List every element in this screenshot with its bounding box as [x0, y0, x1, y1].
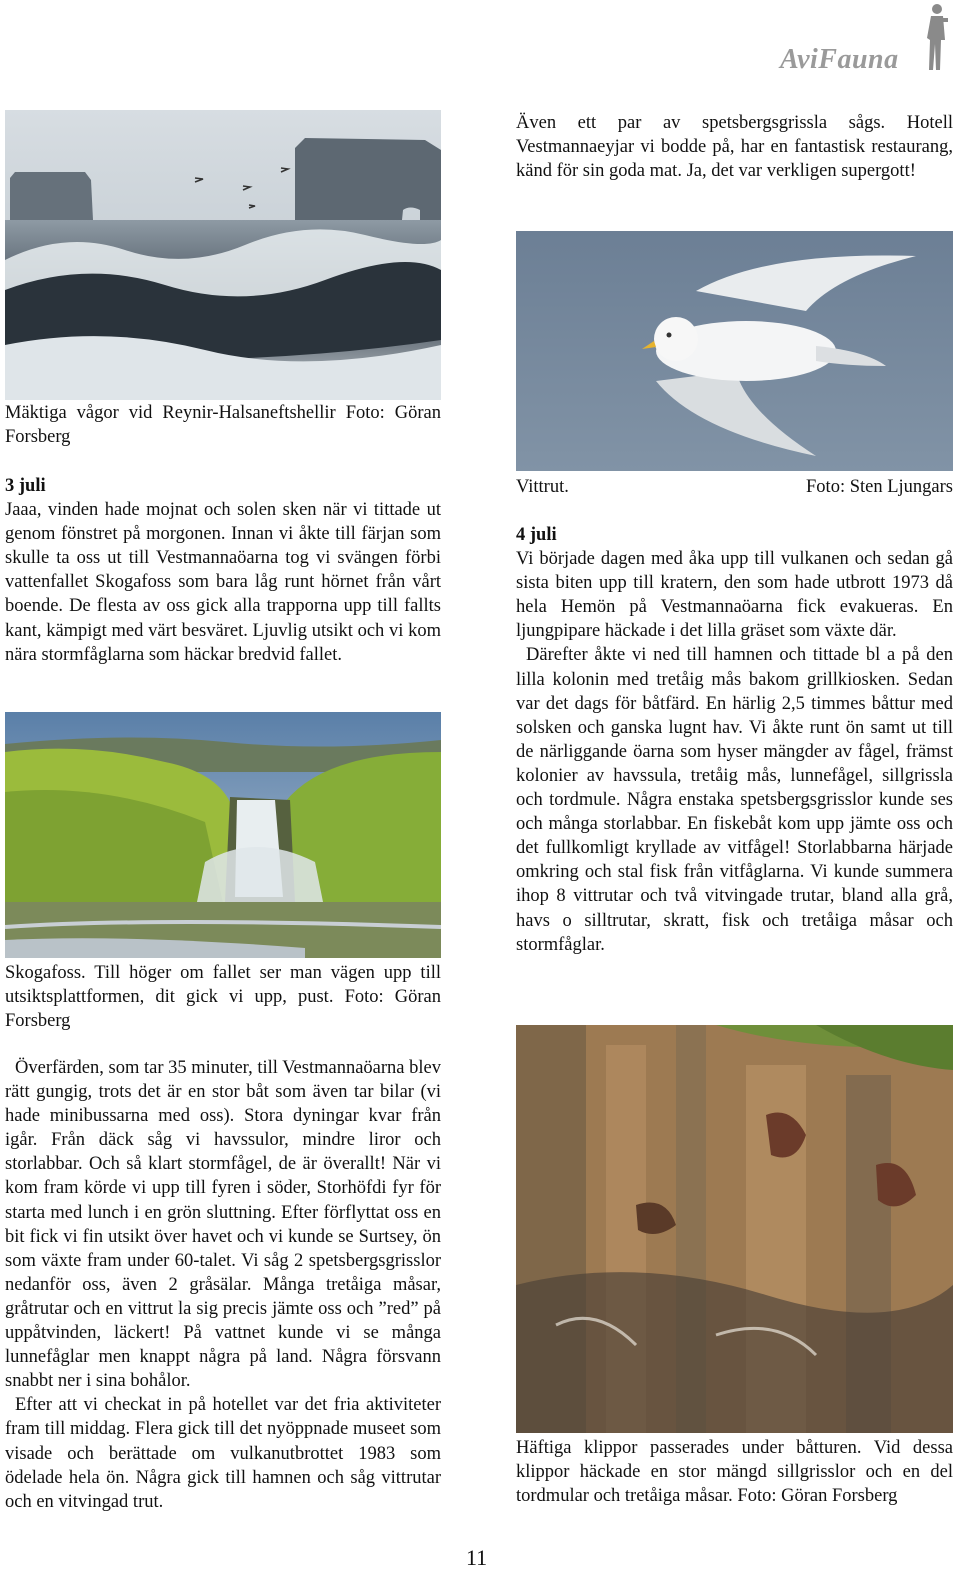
vittrut-caption-credit: Foto: Sten Ljungars: [806, 477, 953, 497]
heading-4-juli: 4 juli: [516, 525, 557, 545]
vittrut-photo: [516, 231, 953, 471]
waves-photo: [5, 110, 441, 400]
paragraph-efter-incheckning: Efter att vi checkat in på hotellet var det fria aktiviteter fram till middag. Flera gick till det nyöppnade museet som visade och berättade om vulkanutbrottet 1983 som ödelade hela ön. Några gick till hamnen och såg vittrutar och en vitvingad trut.: [5, 1395, 441, 1512]
cliffs-photo: [516, 1025, 953, 1433]
avifauna-logo: AviFauna: [780, 44, 899, 75]
paragraph-overfarden: Överfärden, som tar 35 minuter, till Vestmannaöarna blev rätt gungig, trots det är en stor båt som även tar bilar (vi hade minibussarna med oss). Stora dyningar kvar från igår. Från däck såg vi havssulor, mindre liror och storlabbar. Och så klart stormfågel, de är överallt! När vi kom fram körde vi upp till fyren i söder, Storhöfdi fyr för starta med lunch i en grön sluttning. Efter förflyttat oss en bit fick vi fin utsikt över havet och vi kunde se Surtsey, ön som växte fram under 60-talet. Vi såg 2 spetsbergsgrisslor nedanför oss, även 2 gråsälar. Många tretåiga måsar, gråtrutar och en vittrut la sig precis jämte oss och ”red” på uppåtvinden, läckert! På vattnet kunde vi se många lunnefåglar men knappt några på land. Några försvann snabbt ner i sina bohålor.: [5, 1058, 441, 1392]
page-number: 11: [466, 1545, 488, 1570]
paragraph-4-juli-b: Därefter åkte vi ned till hamnen och tittade bl a på den lilla kolonin med tretåig mås bakom grillkiosken. Sedan var det dags för båtfärd. En härlig 2,5 timmes båttur med solsken och ganska lugnt hav. Vi åkte runt ön samt ut till de närliggande öarna som hyser mängder av fågel, främst kolonier av havssula, tretåig mås, lunnefågel, sillgrissla och tordmule. Några enstaka spetsbergsgrisslor kunde ses och många storlabbar. En fiskebåt kom upp jämte oss och det fullkomligt kryllade av vitfågel! Storlabbarna härjade omkring och stal fisk från vitfåglarna. Vi kunde summera ihop 8 vittrutar och två vitvingade trutar, bland alla grå, havs o silltrutar, skratt, fisk och tretåiga måsar och stormfåglar.: [516, 645, 953, 955]
heading-3-juli: 3 juli: [5, 476, 46, 496]
paragraph-3-juli: Jaaa, vinden hade mojnat och solen sken när vi tittade ut genom fönstret på morgonen. Innan vi åkte till färjan som skulle ta oss ut till Vestmannaöarna tog vi svängen förbi vattenfallet Skogafoss som bara låg runt hörnet från vårt boende. De flesta av oss gick alla trapporna upp till fallts kant, kämpigt med värt besväret. Ljuvlig utsikt och vi kom nära stormfåglarna som häckar bredvid fallet.: [5, 500, 441, 665]
paragraph-4-juli-a: Vi började dagen med åka upp till vulkanen och sedan gå sista biten upp till kratern, den som hade utbrott 1973 då hela Hemön på Vestmannaöarna fick evakueras. En ljungpipare häckade i det lilla gräset som växte där.: [516, 549, 953, 642]
birdwatcher-logo-icon: [924, 2, 950, 77]
skogafoss-caption: Skogafoss. Till höger om fallet ser man vägen upp till utsiktsplattformen, dit gick vi upp, pust. Foto: Göran Forsberg: [5, 963, 441, 1032]
cliffs-caption: Häftiga klippor passerades under båtturen. Vid dessa klippor häckade en stor mängd sillgrisslor och en del tordmular och tretåiga måsar. Foto: Göran Forsberg: [516, 1438, 953, 1507]
skogafoss-photo: [5, 712, 441, 958]
paragraph-hotell: Även ett par av spetsbergsgrissla sågs. Hotell Vestmannaeyjar vi bodde på, har en fantastisk restaurang, känd för sin goda mat. Ja, det var verkligen supergott!: [516, 113, 953, 182]
vittrut-caption-label: Vittrut.: [516, 477, 569, 497]
waves-caption: Mäktiga vågor vid Reynir-Halsaneftshellir Foto: Göran Forsberg: [5, 403, 441, 448]
